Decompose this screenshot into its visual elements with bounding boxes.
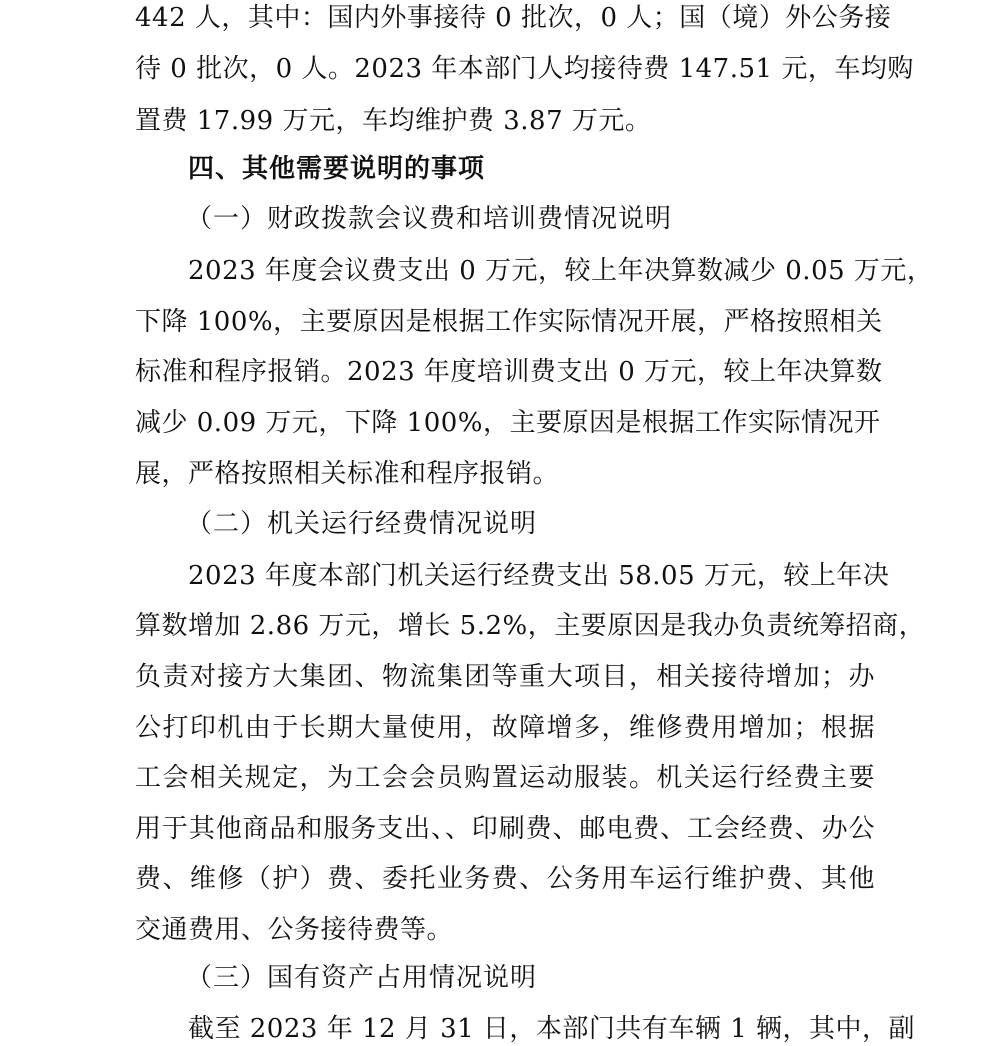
paragraph-line: 公打印机由于长期大量使用，故障增多，维修费用增加；根据 (135, 713, 875, 743)
paragraph-line: 下降 100%，主要原因是根据工作实际情况开展，严格按照相关 (135, 307, 883, 337)
paragraph-line: 交通费用、公务接待费等。 (135, 915, 454, 945)
paragraph-line: 2023 年度会议费支出 0 万元，较上年决算数减少 0.05 万元， (188, 256, 934, 286)
subsection-title: （二）机关运行经费情况说明 (186, 509, 538, 539)
paragraph-line: 负责对接方大集团、物流集团等重大项目，相关接待增加；办 (135, 662, 875, 692)
section-heading: 四、其他需要说明的事项 (188, 154, 486, 184)
paragraph-line: 工会相关规定，为工会会员购置运动服装。机关运行经费主要 (135, 763, 875, 793)
paragraph-line: 展，严格按照相关标准和程序报销。 (135, 459, 560, 489)
paragraph-line: 费、维修（护）费、委托业务费、公务用车运行维护费、其他 (135, 864, 875, 894)
paragraph-line: 截至 2023 年 12 月 31 日，本部门共有车辆 1 辆，其中，副 (188, 1014, 915, 1044)
paragraph-line: 用于其他商品和服务支出、、印刷费、邮电费、工会经费、办公 (135, 814, 875, 844)
subsection-title: （三）国有资产占用情况说明 (186, 963, 538, 993)
paragraph-line: 442 人，其中：国内外事接待 0 批次，0 人；国（境）外公务接 (135, 3, 892, 33)
paragraph-line: 待 0 批次，0 人。2023 年本部门人均接待费 147.51 元，车均购 (135, 54, 914, 84)
paragraph-line: 置费 17.99 万元，车均维护费 3.87 万元。 (135, 106, 652, 136)
paragraph-line: 减少 0.09 万元，下降 100%，主要原因是根据工作实际情况开 (135, 408, 881, 438)
paragraph-line: 算数增加 2.86 万元，增长 5.2%，主要原因是我办负责统筹招商， (135, 611, 926, 641)
paragraph-line: 2023 年度本部门机关运行经费支出 58.05 万元，较上年决 (188, 561, 890, 591)
paragraph-line: 标准和程序报销。2023 年度培训费支出 0 万元，较上年决算数 (135, 357, 883, 387)
subsection-title: （一）财政拨款会议费和培训费情况说明 (186, 204, 673, 234)
